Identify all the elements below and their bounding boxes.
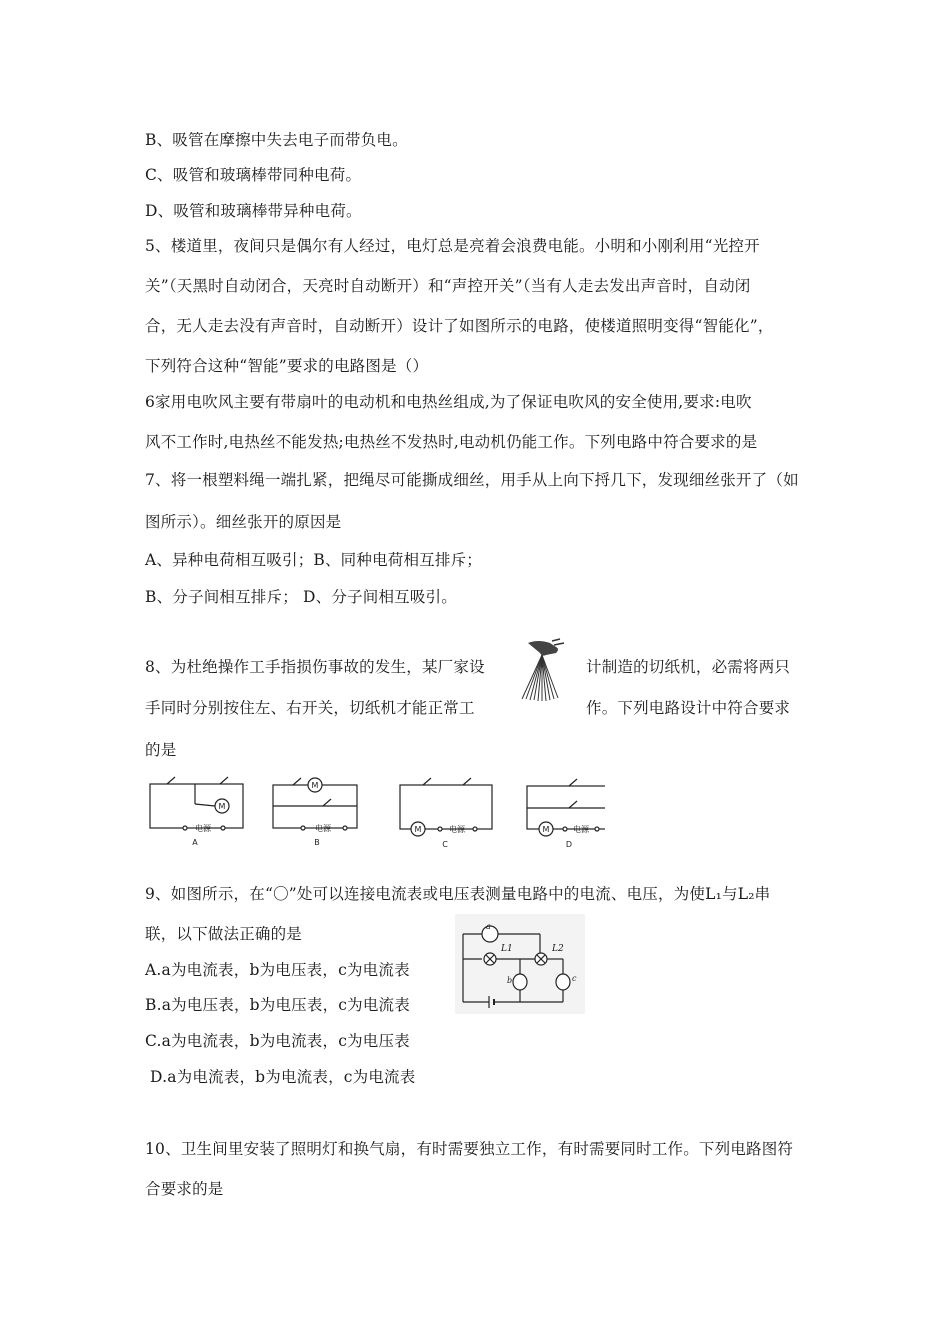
q8-line3: 的是 (145, 741, 177, 759)
q8-line2a: 手同时分别按住左、右开关，切纸机才能正常工 (145, 699, 475, 717)
q6-line2: 风不工作时,电热丝不能发热;电热丝不发热时,电动机仍能工作。下列电路中符合要求的是 (145, 433, 758, 451)
q9-line2: 联，以下做法正确的是 (145, 925, 303, 943)
circuit-b-motor: M (311, 781, 319, 790)
q5-line3: 合，无人走去没有声音时，自动断开）设计了如图所示的电路，使楼道照明变得“智能化”， (145, 317, 774, 335)
circuit-a-motor: M (218, 802, 226, 811)
circuit-c-label: C (442, 840, 448, 849)
q9-circuit-figure (455, 914, 585, 1014)
lamp-l1-label: L1 (501, 944, 513, 954)
circuit-d (527, 779, 605, 836)
option-d-q4: D、吸管和玻璃棒带异种电荷。 (145, 202, 362, 220)
meter-a-label: a (486, 922, 491, 931)
q8-line2b: 作。下列电路设计中符合要求 (586, 699, 791, 717)
circuit-d-source: 电源 (573, 825, 589, 834)
q5-line2: 关”（天黑时自动闭合，天亮时自动断开）和“声控开关”（当有人走去发出声音时，自动闭 (145, 277, 751, 295)
q10-line2: 合要求的是 (145, 1180, 224, 1198)
q9-option-c: C.a为电流表，b为电流表，c为电压表 (145, 1032, 410, 1050)
q9-line1: 9、如图所示，在“〇”处可以连接电流表或电压表测量电路中的电流、电压，为使L₁与L₂串 (145, 885, 771, 903)
circuit-a-source: 电源 (195, 824, 211, 833)
q8-line1b: 计制造的切纸机，必需将两只 (586, 658, 791, 676)
q7-option-bd: B、分子间相互排斥； D、分子间相互吸引。 (145, 588, 457, 606)
q7-option-ab: A、异种电荷相互吸引；B、同种电荷相互排斥； (145, 551, 482, 569)
q8-line1a: 8、为杜绝操作工手指损伤事故的发生，某厂家设 (145, 658, 485, 676)
q7-line2: 图所示）。细丝张开的原因是 (145, 513, 342, 531)
meter-c-label: c (572, 974, 577, 983)
circuit-d-label: D (565, 840, 573, 849)
circuit-b-label: B (314, 838, 320, 847)
q5-line1: 5、楼道里，夜间只是偶尔有人经过，电灯总是亮着会浪费电能。小明和小刚利用“光控开 (145, 237, 760, 255)
circuit-a-label: A (192, 838, 198, 847)
option-c-q4: C、吸管和玻璃棒带同种电荷。 (145, 166, 362, 184)
lamp-l2-label: L2 (552, 944, 564, 954)
q8-circuit-options (145, 772, 605, 852)
circuit-a (150, 777, 243, 830)
q9-option-a: A.a为电流表，b为电压表，c为电流表 (145, 961, 410, 979)
q6-line1: 6家用电吹风主要有带扇叶的电动机和电热丝组成,为了保证电吹风的安全使用,要求:电吹 (145, 393, 752, 411)
option-b-q4: B、吸管在摩擦中失去电子而带负电。 (145, 131, 408, 149)
circuit-c-motor: M (414, 825, 422, 834)
circuit-d-motor: M (542, 825, 550, 834)
q5-line4: 下列符合这种“智能”要求的电路图是（） (145, 357, 429, 375)
q7-line1: 7、将一根塑料绳一端扎紧，把绳尽可能撕成细丝，用手从上向下捋几下，发现细丝张开了（如 (145, 471, 799, 489)
q9-option-b: B.a为电压表，b为电压表，c为电流表 (145, 996, 410, 1014)
q9-option-d: D.a为电流表，b为电流表，c为电流表 (150, 1068, 416, 1086)
string-figure (516, 637, 574, 702)
circuit-c-source: 电源 (449, 825, 465, 834)
meter-b-label: b (507, 976, 513, 985)
q10-line1: 10、卫生间里安装了照明灯和换气扇，有时需要独立工作，有时需要同时工作。下列电路图符 (145, 1140, 794, 1158)
circuit-b-source: 电源 (315, 824, 331, 833)
